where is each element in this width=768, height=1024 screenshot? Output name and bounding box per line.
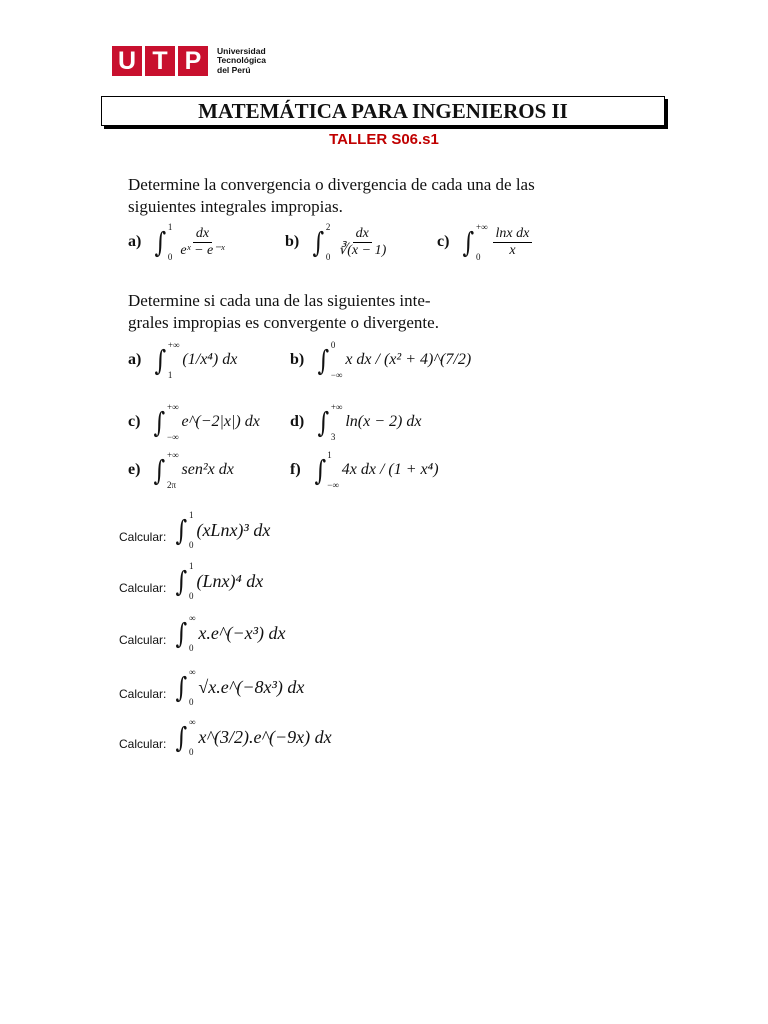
item-label: b)	[290, 351, 305, 368]
logo-university-name	[217, 47, 266, 76]
numerator: dx	[353, 226, 372, 243]
integral-sign: ∫	[175, 513, 188, 547]
fraction	[493, 226, 533, 259]
upper-limit: 1	[327, 450, 332, 460]
upper-limit: ∞	[188, 613, 196, 623]
section2-item-d	[290, 402, 421, 442]
calcular-label: Calcular:	[119, 737, 167, 751]
integrand: e^(−2|x|) dx	[181, 413, 260, 430]
upper-limit: +∞	[167, 450, 179, 460]
upper-limit: +∞	[330, 402, 343, 412]
logo-line-2: Tecnológica	[217, 55, 266, 66]
integral-limits	[189, 717, 195, 757]
numerator: lnx dx	[493, 226, 533, 243]
integrand: (Lnx)⁴ dx	[196, 570, 264, 591]
integral-limits	[327, 450, 339, 490]
denominator: eˣ − e⁻ˣ	[180, 242, 225, 258]
integral-sign: ∫	[175, 616, 188, 650]
section1-instruction	[128, 174, 598, 218]
integral-sign: ∫	[312, 225, 325, 259]
section2-item-b	[290, 340, 471, 380]
lower-limit: 0	[167, 252, 173, 262]
upper-limit: 1	[167, 222, 173, 232]
section2-item-a	[128, 340, 237, 380]
integral-sign: ∫	[154, 225, 167, 259]
integral-sign: ∫	[153, 405, 166, 439]
section2-item-f	[290, 450, 439, 490]
section2-instruction-line1: Determine si cada una de las siguientes inte-	[128, 291, 431, 310]
calcular-item-2	[119, 561, 263, 601]
integral-limits	[189, 510, 194, 550]
numerator: dx	[193, 226, 212, 243]
integral-sign: ∫	[175, 564, 188, 598]
lower-limit: 1	[167, 370, 173, 380]
upper-limit: 1	[188, 510, 194, 520]
calcular-item-5	[119, 717, 332, 757]
integral-limits	[476, 222, 488, 262]
item-label: e)	[128, 461, 141, 478]
integral-limits	[167, 402, 179, 442]
calcular-item-4	[119, 667, 304, 707]
integral-limits	[326, 222, 331, 262]
integral-limits	[189, 561, 194, 601]
item-label: d)	[290, 413, 305, 430]
lower-limit: 0	[188, 697, 194, 707]
integrand: x dx / (x² + 4)^(7/2)	[345, 351, 472, 368]
upper-limit: 2	[325, 222, 331, 232]
item-label: b)	[285, 233, 300, 250]
integral-sign: ∫	[314, 453, 326, 487]
item-label: f)	[290, 461, 301, 478]
upper-limit: ∞	[188, 667, 196, 677]
logo-letter-p: P	[178, 46, 208, 76]
lower-limit: 2π	[167, 480, 177, 490]
integral-limits	[167, 450, 179, 490]
lower-limit: 0	[188, 540, 194, 550]
calcular-item-1	[119, 510, 270, 550]
upper-limit: 0	[330, 340, 336, 350]
upper-limit: +∞	[167, 402, 179, 412]
section2-instruction-line2: grales impropias es convergente o divergente.	[128, 313, 439, 332]
integrand: sen²x dx	[181, 461, 234, 478]
page-title: MATEMÁTICA PARA INGENIEROS II	[198, 98, 568, 123]
section2-item-c	[128, 402, 260, 442]
integral-limits	[168, 222, 173, 262]
integral-limits	[168, 340, 180, 380]
section2-instruction	[128, 290, 598, 334]
item-label: c)	[128, 413, 141, 430]
calcular-item-3	[119, 613, 285, 653]
logo-line-1: Universidad	[217, 45, 266, 56]
integral-sign: ∫	[175, 720, 188, 754]
upper-limit: ∞	[188, 717, 196, 727]
lower-limit: 0	[188, 747, 194, 757]
calcular-label: Calcular:	[119, 687, 167, 701]
logo-letter-u: U	[112, 46, 142, 76]
integrand: √x.e^(−8x³) dx	[198, 676, 305, 697]
lower-limit: −∞	[327, 480, 339, 490]
fraction	[335, 226, 389, 259]
integrand: (1/x⁴) dx	[182, 351, 238, 368]
lower-limit: 0	[325, 252, 331, 262]
integral-sign: ∫	[462, 225, 475, 259]
integrand: x^(3/2).e^(−9x) dx	[198, 726, 332, 747]
title-box	[101, 96, 665, 126]
lower-limit: 0	[476, 252, 481, 262]
section1-instruction-line2: siguientes integrales impropias.	[128, 197, 343, 216]
item-label: c)	[437, 233, 450, 250]
section1-item-b	[285, 222, 389, 262]
integral-sign: ∫	[317, 343, 330, 377]
integral-limits	[189, 667, 195, 707]
upper-limit: +∞	[476, 222, 488, 232]
lower-limit: 3	[330, 432, 336, 442]
calcular-label: Calcular:	[119, 530, 167, 544]
upper-limit: +∞	[167, 340, 180, 350]
lower-limit: −∞	[167, 432, 179, 442]
integrand: (xLnx)³ dx	[196, 519, 271, 540]
section1-instruction-line1: Determine la convergencia o divergencia de cada una de las	[128, 175, 535, 194]
logo-line-3: del Perú	[217, 64, 251, 75]
integral-limits	[331, 340, 343, 380]
lower-limit: −∞	[330, 370, 343, 380]
denominator: ∛(x − 1)	[338, 242, 387, 258]
calcular-label: Calcular:	[119, 581, 167, 595]
integral-sign: ∫	[175, 670, 188, 704]
lower-limit: 0	[188, 643, 194, 653]
integrand: 4x dx / (1 + x⁴)	[341, 461, 439, 478]
lower-limit: 0	[188, 591, 194, 601]
integral-sign: ∫	[153, 453, 166, 487]
item-label: a)	[128, 351, 142, 368]
integral-limits	[331, 402, 343, 442]
integrand: ln(x − 2) dx	[345, 413, 422, 430]
calcular-label: Calcular:	[119, 633, 167, 647]
item-label: a)	[128, 233, 142, 250]
section1-item-a	[128, 222, 228, 262]
integral-sign: ∫	[317, 405, 330, 439]
fraction	[177, 226, 227, 259]
upper-limit: 1	[188, 561, 194, 571]
utp-logo	[112, 46, 266, 76]
section2-item-e	[128, 450, 234, 490]
integrand: x.e^(−x³) dx	[198, 622, 286, 643]
denominator: x	[509, 242, 516, 258]
workshop-subtitle: TALLER S06.s1	[329, 131, 439, 148]
logo-letter-t: T	[145, 46, 175, 76]
section1-item-c	[437, 222, 532, 262]
integral-limits	[189, 613, 195, 653]
integral-sign: ∫	[154, 343, 167, 377]
